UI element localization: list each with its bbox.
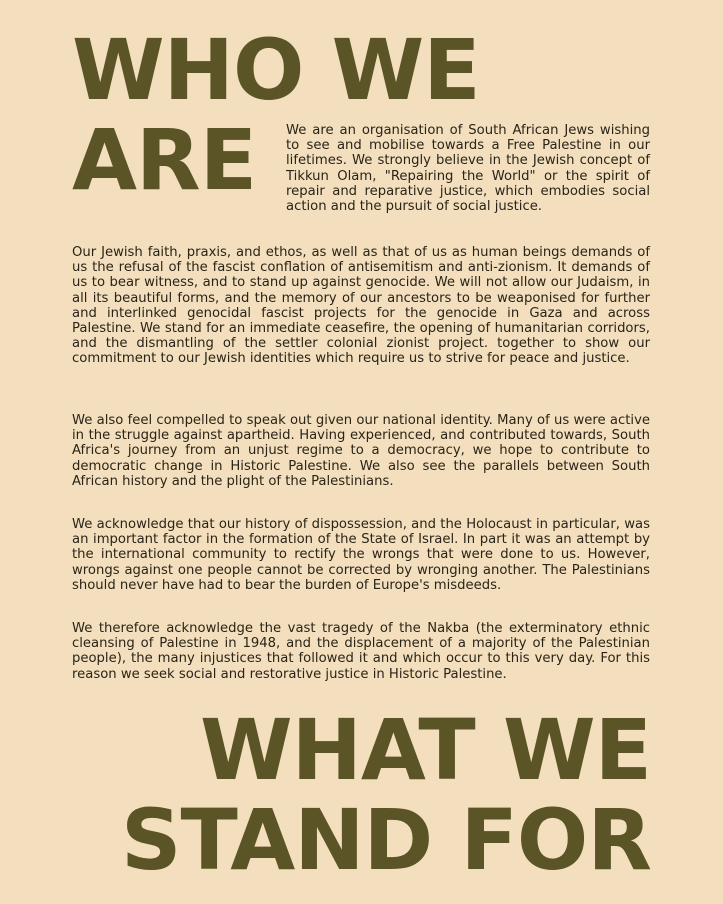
nakba-paragraph: We therefore acknowledge the vast tragedy of the Nakba (the exterminatory ethnic cleansing of Palestine in 1948, and the displacement of a majority of the Palestinian people), the many injustices that followed it and which occur to this very day. For this reason we seek social and restorative justice in Historic Palestine. (72, 621, 650, 682)
heading-stand-for: STAND FOR (120, 791, 651, 889)
holocaust-paragraph: We acknowledge that our history of dispossession, and the Holocaust in particular, was an important factor in the formation of the State of Israel. In part it was an attempt by the international community to rectify the wrongs that were done to us. However, wrongs against one people cannot be corrected by wronging another. The Palestinians should never have had to bear the burden of Europe's misdeeds. (72, 517, 650, 593)
national-identity-paragraph: We also feel compelled to speak out given our national identity. Many of us were active in the struggle against apartheid. Having experienced, and contributed towards, South Africa's journey from an unjust regime to a democracy, we hope to contribute to democratic change in Historic Palestine. We also see the parallels between South African history and the plight of the Palestinians. (72, 413, 650, 489)
heading-who-we: WHO WE (72, 21, 480, 119)
heading-are: ARE (72, 111, 257, 209)
faith-paragraph: Our Jewish faith, praxis, and ethos, as well as that of us as human beings demands of us the refusal of the fascist conflation of antisemitism and anti-zionism. It demands of us to bear witness, and to stand up against genocide. We will not allow our Judaism, in all its beautiful forms, and the memory of our ancestors to be weaponised for further and interlinked genocidal fascist projects for the genocide in Gaza and across Palestine. We stand for an immediate ceasefire, the opening of humanitarian corridors, and the dismantling of the settler colonial zionist project. together to show our commitment to our Jewish identities which require us to strive for peace and justice. (72, 245, 650, 367)
heading-what-we: WHAT WE (199, 701, 651, 799)
intro-paragraph: We are an organisation of South African Jews wishing to see and mobilise towards a Free Palestine in our lifetimes. We strongly believe in the Jewish concept of Tikkun Olam, "Repairing the World" or the spirit of repair and reparative justice, which embodies social action and the pursuit of social justice. (286, 123, 650, 215)
